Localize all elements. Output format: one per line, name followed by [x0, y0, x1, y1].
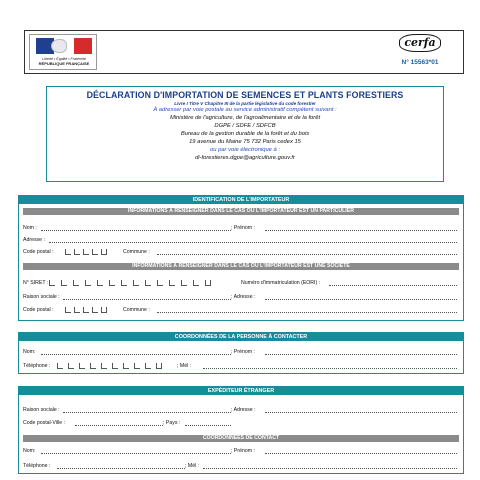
contact-section: [18, 332, 464, 374]
shipper-prenom-label: ; Prénom :: [231, 448, 255, 454]
form-subtitle: Livre I Titre V Chapitre III de la partie législative du code forestier: [174, 101, 316, 106]
shipper-nom-field[interactable]: [41, 453, 231, 454]
commune-company-label: Commune :: [123, 307, 150, 313]
cerfa-number: N° 15563*01: [401, 59, 439, 66]
nom-label: Nom :: [23, 225, 37, 231]
shipper-telephone-field[interactable]: [57, 468, 185, 469]
raison-sociale-label: Raison sociale :: [23, 294, 60, 300]
importer-section: [18, 195, 464, 321]
adresse-company-label: ; Adresse :: [231, 294, 256, 300]
adresse-field[interactable]: [49, 242, 457, 243]
contact-telephone-field[interactable]: [57, 363, 173, 369]
shipper-raison-sociale-field[interactable]: [63, 412, 231, 413]
code-postal-field[interactable]: [65, 249, 119, 255]
title-block: [46, 86, 444, 182]
postal-intro: À adresser par voie postale au service administratif compétent suivant :: [153, 107, 337, 113]
address-line: DGPE / SDFE / SDFCB: [214, 123, 276, 129]
shipper-code-postal-ville-field[interactable]: [75, 425, 163, 426]
code-postal-label: Code postal :: [23, 249, 54, 255]
republique-francaise-logo: [29, 34, 97, 70]
shipper-telephone-label: Téléphone :: [23, 463, 51, 469]
company-subtitle: INFORMATIONS À RENSEIGNER DANS LE CAS OÙ L'IMPORTATEUR EST UNE SOCIÉTÉ: [23, 263, 459, 270]
shipper-adresse-label: ; Adresse :: [231, 407, 256, 413]
prenom-label: ; Prénom :: [231, 225, 255, 231]
shipper-section: [18, 386, 464, 474]
form-header: [24, 30, 464, 74]
adresse-label: Adresse :: [23, 237, 45, 243]
email-intro: ou par voie électronique à :: [210, 147, 280, 153]
prenom-field[interactable]: [265, 230, 457, 231]
contact-nom-label: Nom:: [23, 349, 36, 355]
contact-telephone-label: Téléphone :: [23, 363, 51, 369]
individual-subtitle: INFORMATIONS À RENSEIGNER DANS LE CAS OÙ L'IMPORTATEUR EST UN PARTICULIER: [23, 208, 459, 215]
form-title: DÉCLARATION D'IMPORTATION DE SEMENCES ET PLANTS FORESTIERS: [86, 90, 404, 100]
shipper-nom-label: Nom:: [23, 448, 36, 454]
cerfa-block: [381, 34, 459, 70]
marianne-flag-icon: [36, 38, 92, 54]
shipper-adresse-field[interactable]: [265, 412, 457, 413]
siret-label: N° SIRET :: [23, 280, 49, 286]
logo-republique: RÉPUBLIQUE FRANÇAISE: [38, 61, 90, 66]
shipper-mel-label: ; Mél :: [185, 463, 200, 469]
shipper-prenom-field[interactable]: [265, 453, 457, 454]
importer-section-title: IDENTIFICATION DE L'IMPORTATEUR: [19, 196, 463, 204]
shipper-raison-sociale-label: Raison sociale :: [23, 407, 60, 413]
shipper-code-postal-ville-label: Code postal-Ville :: [23, 420, 66, 426]
address-line: Bureau de la gestion durable de la forêt et du bois: [180, 131, 310, 137]
logo-motto: Liberté • Égalité • Fraternité: [42, 57, 86, 61]
eori-field[interactable]: [329, 285, 457, 286]
shipper-mel-field[interactable]: [203, 468, 457, 469]
adresse-company-field[interactable]: [265, 299, 457, 300]
email-address: di-forestieres.dgpe@agriculture.gouv.fr: [195, 155, 295, 161]
code-postal-company-field[interactable]: [65, 307, 119, 313]
commune-label: Commune :: [123, 249, 150, 255]
nom-field[interactable]: [41, 230, 231, 231]
code-postal-company-label: Code postal :: [23, 307, 54, 313]
commune-field[interactable]: [157, 254, 457, 255]
contact-mel-field[interactable]: [203, 368, 457, 369]
raison-sociale-field[interactable]: [63, 299, 231, 300]
shipper-pays-label: ; Pays :: [163, 420, 181, 426]
address-line: Ministère de l'agriculture, de l'agroalimentaire et de la forêt: [169, 115, 321, 121]
contact-section-title: COORDONNÉES DE LA PERSONNE À CONTACTER: [19, 333, 463, 341]
commune-company-field[interactable]: [157, 312, 457, 313]
cerfa-logo: cerfa: [399, 34, 441, 52]
contact-mel-label: ; Mél :: [177, 363, 192, 369]
siret-field[interactable]: [49, 280, 219, 286]
shipper-section-title: EXPÉDITEUR ÉTRANGER: [19, 387, 463, 395]
address-line: 19 avenue du Maine 75 732 Paris cedex 15: [189, 139, 301, 145]
eori-label: Numéro d'immatriculation (EORI) :: [241, 280, 321, 286]
contact-prenom-field[interactable]: [265, 354, 457, 355]
shipper-contact-subtitle: COORDONNÉES DE CONTACT: [23, 435, 459, 442]
contact-nom-field[interactable]: [41, 354, 231, 355]
shipper-pays-field[interactable]: [185, 425, 231, 426]
contact-prenom-label: ; Prénom :: [231, 349, 255, 355]
